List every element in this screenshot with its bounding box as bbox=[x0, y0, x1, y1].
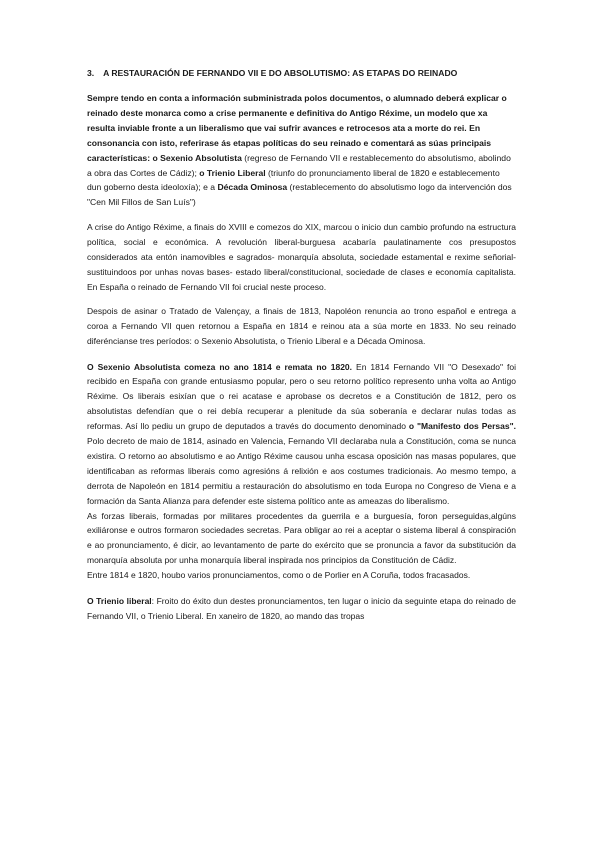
intro-bold-b: o Trienio Liberal bbox=[199, 167, 266, 178]
sexenio-text-b: Polo decreto de maio de 1814, asinado en Valencia, Fernando VII declaraba nula a Constitución, coma se nunca existira. O retorno ao absolutismo e ao Antigo Réxime causou unha escasa oposición nas masas populares, que identificaban as reformas liberais como agresións á relixión e aos costumes tradicionais. Ao mesmo tempo, a derrota de Napoleón en 1814 permitiu a restauración do absolutismo en toda Europa no Congreso de Viena e a formación da Santa Alianza para defender este sistema político ante as ameazas do liberalismo. bbox=[87, 436, 516, 506]
paragraph-valencay: Despois de asinar o Tratado de Valençay, a finais de 1813, Napoléon renuncia ao trono español e entrega a coroa a Fernando VII quen retornou a España en 1814 e reinou ata a súa morte en 1833. No seu reinado diferéncianse tres períodos: o Sexenio Absolutista, o Trienio Liberal e a Década Ominosa. bbox=[87, 305, 516, 346]
intro-paragraph bbox=[87, 91, 516, 210]
intro-bold-a: Sempre tendo en conta a información subministrada polos documentos, o alumnado deberá explicar o reinado deste monarca como a crise permanente e definitiva do Antigo Réxime, un modelo que xa resulta inviable fronte a un liberalismo que vai sufrir avances e retrocesos ata a morte do rei. En consonancia con isto, referirase ás etapas políticas do seu reinado e comentará as súas principais características: o Sexenio Absolutista bbox=[87, 93, 507, 163]
intro-normal-a: (regreso de Fernando VII e restablecemento do absolutismo, abolindo a obra das Cortes de Cádiz); bbox=[87, 152, 511, 178]
trienio-bold-lead: O Trienio liberal bbox=[87, 596, 152, 607]
sexenio-text-a: En 1814 Fernando VII "O Desexado" foi recibido en España con grande entusiasmo popular, pero o seu retorno político represento unha volta ao Antigo Réxime. Os liberais esixían que o rei acatase e aprobase os decretos e a Constitución de 1812, pero os absolutistas defendían que o rei debía recuperar a plenitude da súa soberanía e declarar nulas todas as reformas. Así llo pediu un grupo de deputados a través do documento denominado bbox=[87, 361, 517, 432]
section-number: 3. bbox=[87, 68, 95, 78]
trienio-text: : Froito do éxito dun destes pronunciamentos, ten lugar o inicio da seguinte etapa do reinado de Fernando VII, o Trienio Liberal. En xaneiro de 1820, ao mando das tropas bbox=[87, 596, 516, 621]
intro-normal-c: (restablecemento do absolutismo logo da intervención dos "Cen Mil Fillos de San Luís") bbox=[87, 182, 512, 208]
section-heading bbox=[87, 68, 516, 78]
section-title: A RESTAURACIÓN DE FERNANDO VII E DO ABSOLUTISMO: AS ETAPAS DO REINADO bbox=[103, 68, 458, 78]
paragraph-liberal-forces: As forzas liberais, formadas por militares procedentes da guerrila e a burguesía, foron perseguidas,algúns exiliáronse e outros formaron sociedades secretas. Para obligar ao rei a aceptar o sistema liberal á conspiración e ao pronunciamento, é dicir, ao levantamento de parte do exército que se pronuncia a favor da substitución da monarquía absoluta por unha monarquía liberal inspirada nos principios da Constitución de Cádiz. bbox=[87, 510, 516, 566]
paragraph-crisis: A crise do Antigo Réxime, a finais do XVIII e comezos do XIX, marcou o inicio dun cambio profundo na estructura política, social e económica. A revolución liberal-burguesa acabaría paulatinamente cos presupostos considerados ata entón inamovibles e sagrados- monarquía absoluta, sociedade estamental e rexime señorial- sustituindoos por unhas novas bases- estado liberal/constitucional, sociedade de clases e economía capitalista. En España o reinado de Fernando VII foi crucial neste proceso. bbox=[87, 222, 516, 292]
sexenio-bold-lead: O Sexenio Absolutista comeza no ano 1814 e remata no 1820. bbox=[87, 361, 353, 372]
paragraph-pronunciamentos: Entre 1814 e 1820, houbo varios pronunciamentos, como o de Porlier en A Coruña, todos fracasados. bbox=[87, 570, 471, 581]
paragraph-trienio bbox=[87, 594, 516, 624]
manifesto-persas: o "Manifesto dos Persas". bbox=[408, 421, 517, 432]
intro-normal-b: (triunfo do pronunciamento liberal de 1820 e establecemento dun goberno desta ideoloxía); e a bbox=[87, 167, 500, 193]
document-page bbox=[87, 68, 516, 624]
intro-bold-c: Década Ominosa bbox=[217, 182, 288, 193]
paragraph-sexenio bbox=[87, 360, 516, 509]
